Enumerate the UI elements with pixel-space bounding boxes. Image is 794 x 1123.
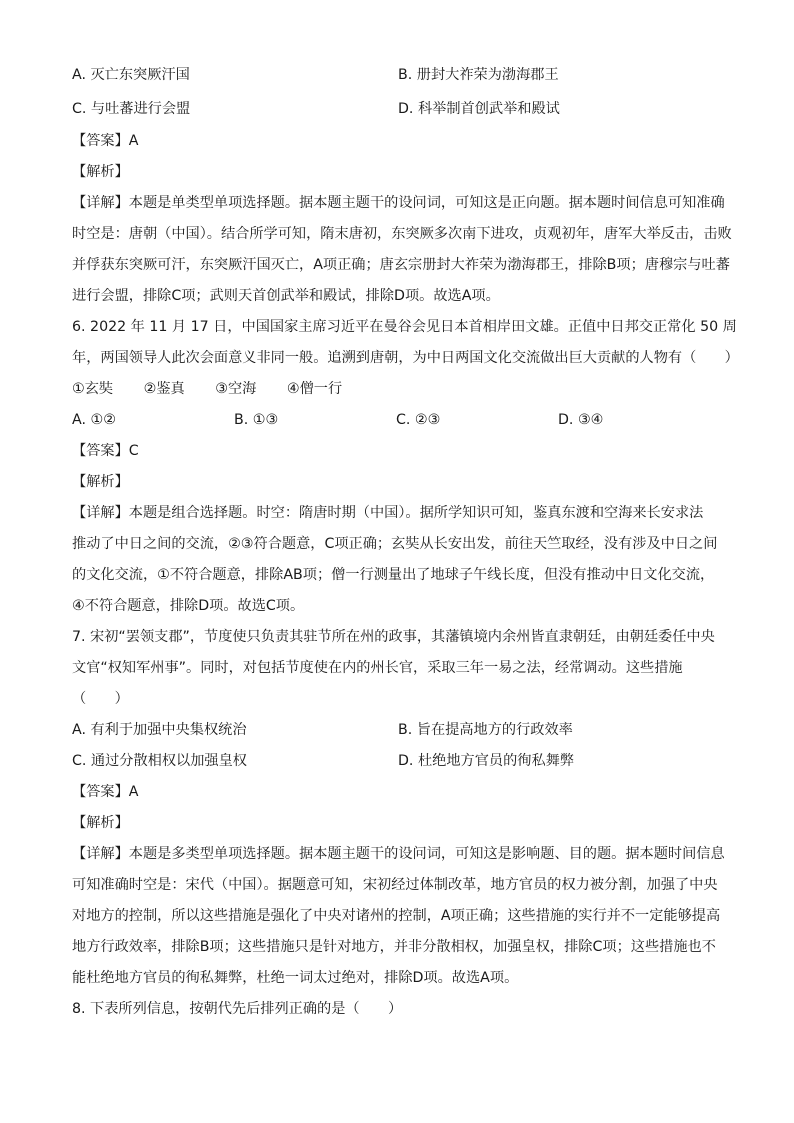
q5-option-d: D. 科举制首创武举和殿试 [398,101,560,117]
q6-option-b: B. ①③ [234,412,279,428]
q6-answer [72,436,732,467]
q6-option-a: A. ①② [72,412,116,428]
q7-option-a: A. 有利于加强中央集权统治 [72,722,247,738]
q6-detail-line-1: 【详解】本题是组合选择题。时空：隋唐时期（中国）。据所学知识可知，鉴真东渡和空海来长安求法 [72,505,704,521]
q6-item-1: ①玄奘 [72,381,114,397]
q6-detail-line-3: 的文化交流，①不符合题意，排除AB项；僧一行测量出了地球子午线长度，但没有推动中日文化交流， [72,567,715,583]
q6-analysis-label: 【解析】 [72,474,129,490]
q7-answer-label: 【答案】 [72,784,129,800]
q7-analysis-label: 【解析】 [72,815,129,831]
q7-answer-value: A [128,784,139,800]
q7-options-row-2 [72,746,732,777]
q7-detail-line-5: 能杜绝地方官员的徇私舞弊，杜绝一词太过绝对，排除D项。故选A项。 [72,970,519,986]
q6-option-c: C. ②③ [396,412,441,428]
q8-stem: 8. 下表所列信息，按朝代先后排列正确的是（ ） [72,1001,403,1017]
q7-detail-line-4: 地方行政效率，排除B项；这些措施只是针对地方，并非分散相权，加强皇权，排除C项；这些措施也不 [72,939,716,955]
q5-analysis-label: 【解析】 [72,164,129,180]
q5-answer [72,126,732,157]
q5-detail-line-2: 时空是：唐朝（中国）。结合所学可知，隋末唐初，东突厥多次南下进攻，贞观初年，唐军大举反击，击败 [72,226,732,242]
q5-options-row-2 [72,92,732,126]
q6-options-row [72,405,732,436]
q7-stem-line-3: （ ） [72,691,129,707]
q6-option-d: D. ③④ [558,412,604,428]
q5-answer-label: 【答案】 [72,133,129,149]
q7-option-d: D. 杜绝地方官员的徇私舞弊 [398,753,575,769]
q6-item-3: ③空海 [215,381,257,397]
q5-answer-value: A [128,133,139,149]
q5-options-row-1 [72,58,732,92]
q7-options-row-1 [72,715,732,746]
q6-items [72,374,732,405]
q7-detail-line-1: 【详解】本题是多类型单项选择题。据本题主题干的设问词，可知这是影响题、目的题。据本题时间信息 [72,846,725,862]
q7-stem-line-2: 文官“权知军州事”。同时，对包括节度使在内的州长官，采取三年一易之法，经常调动。这些措施 [72,660,683,676]
q7-answer [72,777,732,808]
q6-detail-line-4: ④不符合题意，排除D项。故选C项。 [72,598,305,614]
q6-answer-value: C [128,443,139,459]
q5-detail-line-4: 进行会盟，排除C项；武则天首创武举和殿试，排除D项。故选A项。 [72,288,500,304]
q6-item-4: ④僧一行 [286,381,343,397]
q6-item-2: ②鉴真 [143,381,185,397]
q6-detail-line-2: 推动了中日之间的交流，②③符合题意，C项正确；玄奘从长安出发，前往天竺取经，没有涉及中日之间 [72,536,718,552]
q5-option-a: A. 灭亡东突厥汗国 [72,67,190,83]
q6-stem-line-1: 6. 2022 年 11 月 17 日，中国国家主席习近平在曼谷会见日本首相岸田文雄。正值中日邦交正常化 50 周 [72,319,737,335]
document-page [72,58,739,1025]
q5-option-b: B. 册封大祚荣为渤海郡王 [398,67,559,83]
q6-stem-line-2: 年，两国领导人此次会面意义非同一般。追溯到唐朝，为中日两国文化交流做出巨大贡献的人物有（ ） [72,350,739,366]
q7-stem-line-1: 7. 宋初“罢领支郡”，节度使只负责其驻节所在州的政事，其藩镇境内余州皆直隶朝廷，由朝廷委任中央 [72,629,715,645]
q7-option-c: C. 通过分散相权以加强皇权 [72,753,247,769]
q7-detail-line-2: 可知准确时空是：宋代（中国）。据题意可知，宋初经过体制改革，地方官员的权力被分割，加强了中央 [72,877,718,893]
q7-detail-line-3: 对地方的控制，所以这些措施是强化了中央对诸州的控制，A项正确；这些措施的实行并不一定能够提高 [72,908,721,924]
q7-option-b: B. 旨在提高地方的行政效率 [398,722,573,738]
q6-answer-label: 【答案】 [72,443,129,459]
q5-option-c: C. 与吐蕃进行会盟 [72,101,191,117]
q5-detail-line-3: 并俘获东突厥可汗，东突厥汗国灭亡，A项正确；唐玄宗册封大祚荣为渤海郡王，排除B项；唐穆宗与吐蕃 [72,257,730,273]
q5-detail-line-1: 【详解】本题是单类型单项选择题。据本题主题干的设问词，可知这是正向题。据本题时间信息可知准确 [72,195,725,211]
